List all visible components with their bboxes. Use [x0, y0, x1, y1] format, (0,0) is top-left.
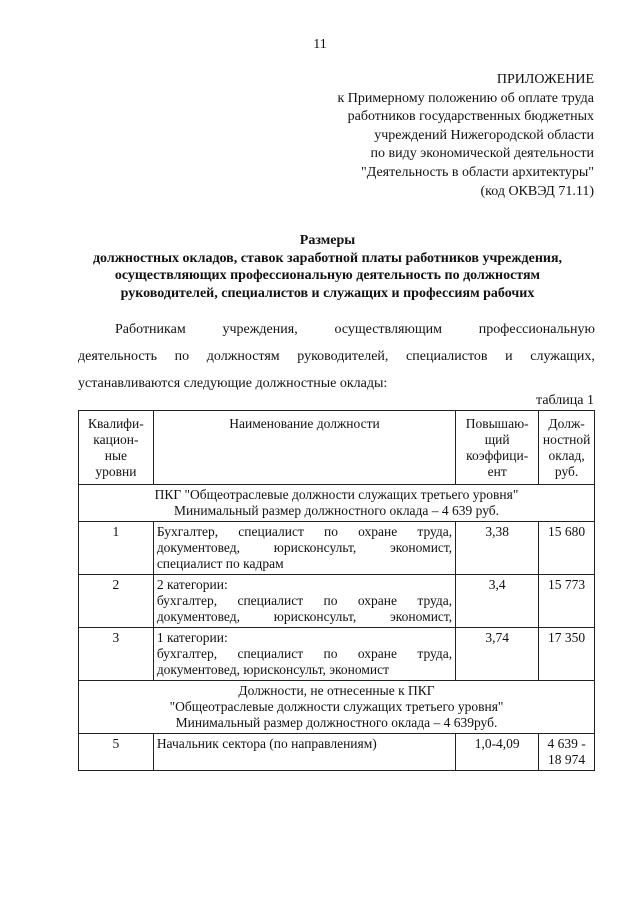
appendix-line: (код ОКВЭД 71.11) [480, 183, 594, 199]
row-position: Бухгалтер, специалист по охране труда, документовед, юрисконсульт, экономист, специалист по кадрам [153, 522, 455, 575]
appendix-line: работников государственных бюджетных [347, 109, 594, 125]
intro-word: по [174, 349, 190, 364]
intro-word: деятельность [78, 349, 158, 364]
row-coefficient: 3,74 [456, 628, 539, 681]
header-qualification: Квалифи- кацион- ные уровни [79, 411, 154, 485]
intro-word: руководителей, [297, 349, 389, 364]
table-row [79, 575, 595, 628]
intro-paragraph [78, 316, 595, 397]
table-label: таблица 1 [536, 393, 594, 408]
title-line: Размеры [299, 233, 356, 248]
row-coefficient: 3,38 [456, 522, 539, 575]
row-position: Начальник сектора (по направлениям) [153, 734, 455, 771]
row-salary: 15 773 [539, 575, 595, 628]
appendix-line: "Деятельность в области архитектуры" [361, 164, 594, 180]
row-level: 5 [79, 734, 154, 771]
appendix-line: ПРИЛОЖЕНИЕ [496, 72, 594, 87]
row-position: 1 категории: бухгалтер, специалист по охране труда, документовед, юрисконсульт, экономист [153, 628, 455, 681]
appendix-header [254, 71, 594, 201]
title-line: осуществляющих профессиональную деятельность по должностям [114, 268, 541, 283]
group-heading: ПКГ "Общеотраслевые должности служащих третьего уровня" Минимальный размер должностного оклада – 4 639 руб. [79, 485, 595, 522]
intro-word: профессиональную [478, 322, 595, 337]
intro-word: Работникам [115, 322, 186, 337]
row-coefficient: 1,0-4,09 [456, 734, 539, 771]
appendix-line: учреждений Нижегородской области [374, 127, 594, 143]
row-salary: 4 639 - 18 974 [539, 734, 595, 771]
intro-line [78, 316, 595, 343]
intro-line [78, 343, 595, 370]
row-level: 3 [79, 628, 154, 681]
intro-word: служащих, [530, 349, 595, 364]
row-level: 2 [79, 575, 154, 628]
group-row [79, 681, 595, 734]
header-salary: Долж- ностной оклад, руб. [539, 411, 595, 485]
table-header-row [79, 411, 595, 485]
table-row [79, 628, 595, 681]
group-row [79, 485, 595, 522]
title-line: должностных окладов, ставок заработной платы работников учреждения, [92, 250, 563, 266]
header-coefficient: Повышаю- щий коэффици- ент [456, 411, 539, 485]
intro-word: специалистов [406, 349, 488, 364]
group-heading: Должности, не отнесенные к ПКГ "Общеотраслевые должности служащих третьего уровня" Минимальный размер должностного оклада – 4 639руб. [79, 681, 595, 734]
document-title [60, 232, 595, 302]
page-number: 11 [313, 37, 327, 52]
salary-table [78, 410, 595, 771]
header-position: Наименование должности [153, 411, 455, 485]
appendix-line: по виду экономической деятельности [370, 146, 594, 162]
appendix-line: к Примерному положению об оплате труда [337, 90, 594, 106]
title-line: руководителей, специалистов и служащих и профессиям рабочих [120, 285, 535, 301]
table-row [79, 734, 595, 771]
row-salary: 17 350 [539, 628, 595, 681]
row-level: 1 [79, 522, 154, 575]
intro-word: учреждения, [222, 322, 298, 337]
intro-word: должностям [206, 349, 280, 364]
intro-word: и [505, 349, 513, 364]
row-coefficient: 3,4 [456, 575, 539, 628]
row-position: 2 категории: бухгалтер, специалист по охране труда, документовед, юрисконсульт, экономист, [153, 575, 455, 628]
row-salary: 15 680 [539, 522, 595, 575]
intro-line: устанавливаются следующие должностные оклады: [78, 376, 388, 391]
intro-word: осуществляющим [334, 322, 442, 337]
table-row [79, 522, 595, 575]
